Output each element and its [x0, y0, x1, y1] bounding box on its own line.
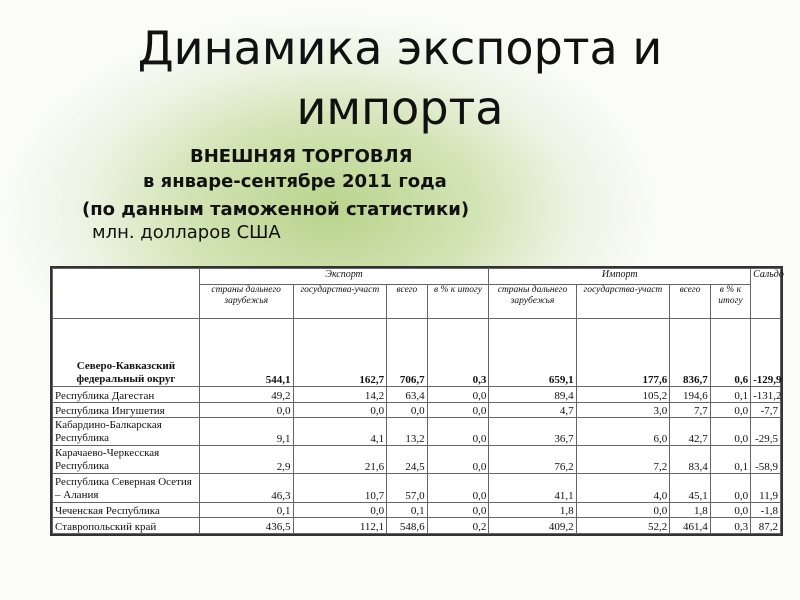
table-cell: 0,2 — [427, 518, 489, 534]
header-saldo: Сальдо — [751, 269, 781, 319]
header-sub: всего — [670, 284, 710, 318]
region-name: Чеченская Республика — [53, 502, 200, 518]
table-cell: 409,2 — [489, 518, 576, 534]
table-cell: 24,5 — [387, 446, 427, 474]
table-cell: 76,2 — [489, 446, 576, 474]
table-cell: 89,4 — [489, 386, 576, 402]
table-cell: 177,6 — [576, 319, 670, 387]
table-cell: 544,1 — [199, 319, 293, 387]
table-cell: 0,0 — [427, 502, 489, 518]
table-cell: -131,2 — [751, 386, 781, 402]
table-cell: 4,7 — [489, 402, 576, 418]
table-cell: 0,0 — [427, 474, 489, 502]
table-cell: 0,3 — [427, 319, 489, 387]
table-cell: 83,4 — [670, 446, 710, 474]
table-cell: -7,7 — [751, 402, 781, 418]
region-name: Республика Ингушетия — [53, 402, 200, 418]
header-sub: страны дальнего зарубежья — [489, 284, 576, 318]
trade-table — [50, 266, 783, 536]
table-cell: 0,6 — [710, 319, 750, 387]
region-name: Ставропольский край — [53, 518, 200, 534]
slide-title-line2: импорта — [296, 81, 504, 135]
table-cell: 13,2 — [387, 418, 427, 446]
table-cell: 0,0 — [199, 402, 293, 418]
table-cell: 659,1 — [489, 319, 576, 387]
table-cell: 194,6 — [670, 386, 710, 402]
trade-table-grid — [52, 268, 784, 534]
table-cell: 11,9 — [751, 474, 781, 502]
table-cell: 0,0 — [710, 502, 750, 518]
table-cell: 836,7 — [670, 319, 710, 387]
header-import: Импорт — [489, 269, 751, 285]
table-row — [53, 474, 781, 502]
subtitle-source: (по данным таможенной статистики) — [82, 199, 470, 220]
header-export: Экспорт — [199, 269, 488, 285]
table-cell: 0,0 — [387, 402, 427, 418]
header-row-groups — [53, 269, 781, 285]
table-cell: 0,0 — [710, 474, 750, 502]
table-cell: 112,1 — [293, 518, 387, 534]
table-cell: 42,7 — [670, 418, 710, 446]
table-cell: 87,2 — [751, 518, 781, 534]
table-row — [53, 418, 781, 446]
table-cell: 461,4 — [670, 518, 710, 534]
table-cell: 63,4 — [387, 386, 427, 402]
region-name: Республика Дагестан — [53, 386, 200, 402]
table-cell: 52,2 — [576, 518, 670, 534]
table-cell: -129,9 — [751, 319, 781, 387]
table-cell: 0,1 — [387, 502, 427, 518]
table-cell: 14,2 — [293, 386, 387, 402]
table-cell: 0,0 — [293, 402, 387, 418]
table-row — [53, 402, 781, 418]
table-cell: 41,1 — [489, 474, 576, 502]
table-cell: 0,0 — [576, 502, 670, 518]
region-name: Северо-Кавказский федеральный округ — [53, 319, 200, 387]
subtitle-trade: ВНЕШНЯЯ ТОРГОВЛЯ — [190, 146, 413, 167]
table-cell: 1,8 — [670, 502, 710, 518]
table-cell: 2,9 — [199, 446, 293, 474]
slide-title-line1: Динамика экспорта и — [137, 21, 663, 75]
table-row — [53, 518, 781, 534]
table-row — [53, 319, 781, 387]
table-row — [53, 386, 781, 402]
table-cell: 0,1 — [710, 446, 750, 474]
table-cell: 1,8 — [489, 502, 576, 518]
table-cell: 7,7 — [670, 402, 710, 418]
table-cell: 706,7 — [387, 319, 427, 387]
table-cell: 7,2 — [576, 446, 670, 474]
table-cell: 548,6 — [387, 518, 427, 534]
table-cell: 0,0 — [427, 418, 489, 446]
table-row — [53, 502, 781, 518]
table-cell: 0,1 — [199, 502, 293, 518]
table-cell: 0,0 — [427, 386, 489, 402]
table-cell: 0,0 — [427, 402, 489, 418]
header-sub: всего — [387, 284, 427, 318]
table-cell: 45,1 — [670, 474, 710, 502]
subtitle-period: в январе-сентябре 2011 года — [143, 171, 447, 192]
header-sub: государства-участ — [576, 284, 670, 318]
subtitle-units: млн. долларов США — [92, 222, 281, 243]
table-cell: 0,0 — [293, 502, 387, 518]
table-cell: 36,7 — [489, 418, 576, 446]
region-name: Кабардино-Балкарская Республика — [53, 418, 200, 446]
header-region — [53, 269, 200, 319]
header-sub: в % к итогу — [427, 284, 489, 318]
table-cell: -1,8 — [751, 502, 781, 518]
header-sub: в % к итогу — [710, 284, 750, 318]
table-cell: 46,3 — [199, 474, 293, 502]
table-row — [53, 446, 781, 474]
table-cell: 3,0 — [576, 402, 670, 418]
slide-title — [0, 18, 800, 138]
table-cell: 0,1 — [710, 386, 750, 402]
table-cell: 6,0 — [576, 418, 670, 446]
table-cell: -58,9 — [751, 446, 781, 474]
header-sub: государства-участ — [293, 284, 387, 318]
region-name: Карачаево-Черкесская Республика — [53, 446, 200, 474]
table-cell: 0,0 — [710, 418, 750, 446]
table-cell: 0,0 — [427, 446, 489, 474]
table-cell: 21,6 — [293, 446, 387, 474]
table-cell: 105,2 — [576, 386, 670, 402]
header-sub: страны дальнего зарубежья — [199, 284, 293, 318]
table-cell: -29,5 — [751, 418, 781, 446]
table-cell: 49,2 — [199, 386, 293, 402]
table-cell: 0,3 — [710, 518, 750, 534]
table-cell: 4,0 — [576, 474, 670, 502]
table-cell: 0,0 — [710, 402, 750, 418]
table-cell: 436,5 — [199, 518, 293, 534]
table-cell: 4,1 — [293, 418, 387, 446]
region-name: Республика Северная Осетия – Алания — [53, 474, 200, 502]
table-cell: 57,0 — [387, 474, 427, 502]
table-cell: 10,7 — [293, 474, 387, 502]
table-cell: 162,7 — [293, 319, 387, 387]
table-cell: 9,1 — [199, 418, 293, 446]
